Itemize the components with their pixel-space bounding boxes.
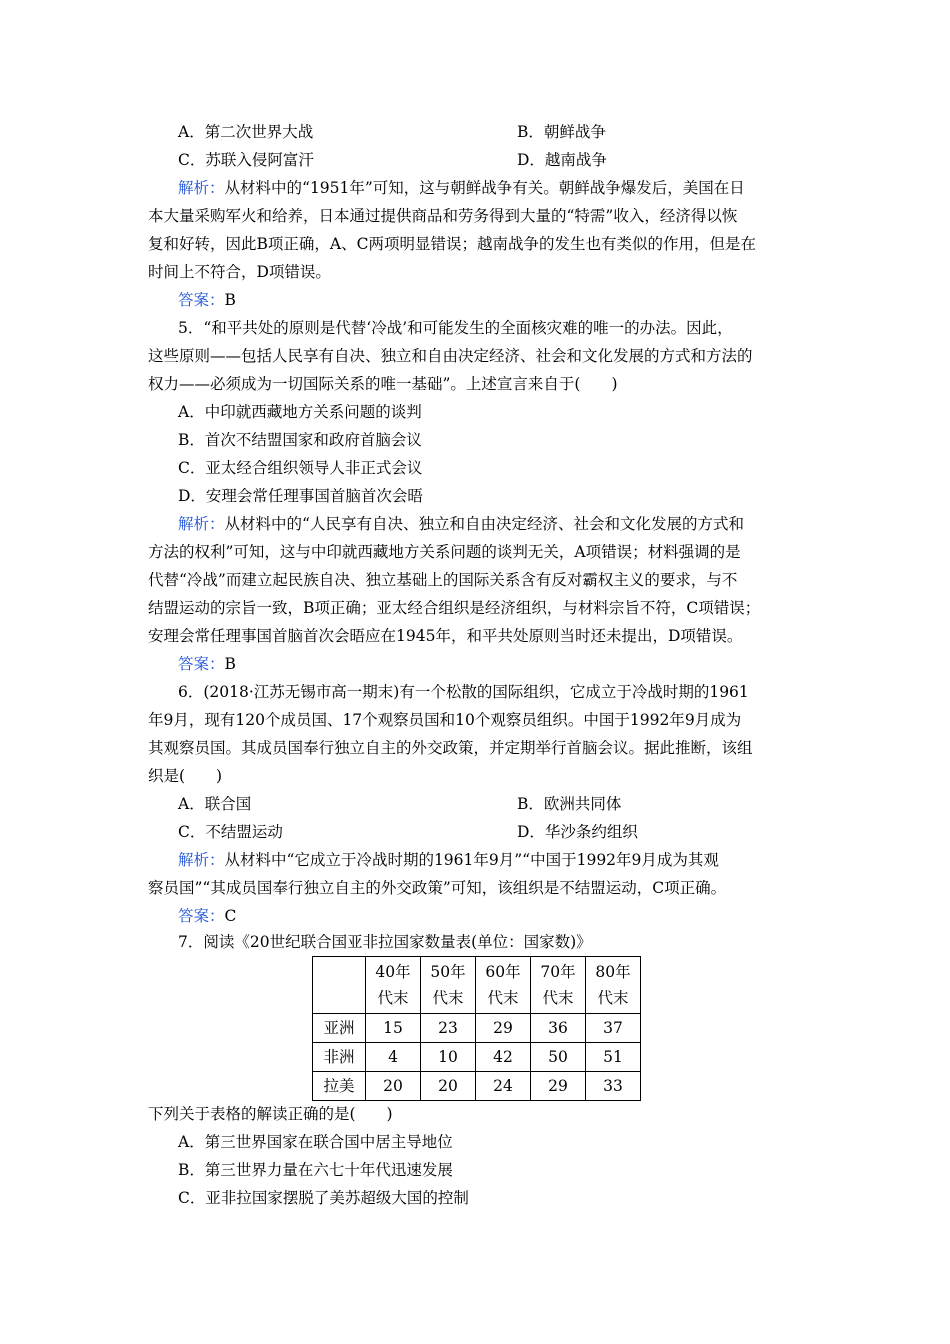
q6-answer-label: 答案：: [178, 907, 225, 925]
q7-option-c: C．亚非拉国家摆脱了美苏超级大国的控制: [178, 1189, 469, 1207]
q6-stem-line-2: 年9月，现有120个成员国、17个观察员国和10个观察员组织。中国于1992年9月成为: [148, 711, 742, 729]
q5-analysis-line-5: 安理会常任理事国首脑首次会晤应在1945年，和平共处原则当时还未提出，D项错误。: [148, 627, 743, 645]
q4-analysis-line-1: [178, 174, 745, 202]
table-row: [313, 1014, 641, 1043]
q5-option-b: B．首次不结盟国家和政府首脑会议: [178, 431, 422, 449]
q5-analysis-line-3: 代替“冷战”而建立起民族自决、独立基础上的国际关系含有反对霸权主义的要求，与不: [148, 571, 738, 589]
table-cell: 50: [531, 1043, 586, 1072]
q5-answer-value: B: [224, 655, 236, 673]
table-cell: 33: [586, 1072, 641, 1101]
q6-option-b: B．欧洲共同体: [517, 795, 622, 813]
table-cell: 42: [476, 1043, 531, 1072]
q5-stem-line-2: 这些原则——包括人民享有自决、独立和自由决定经济、社会和文化发展的方式和方法的: [148, 347, 753, 365]
q6-stem-line-1: 6．(2018·江苏无锡市高一期末)有一个松散的国际组织，它成立于冷战时期的1961: [178, 683, 749, 701]
q6-analysis-line-1: [178, 846, 719, 874]
q4-option-b: B．朝鲜战争: [517, 123, 606, 141]
table-row-label: 亚洲: [313, 1014, 366, 1043]
table-header-cell: 80年 代末: [586, 957, 641, 1014]
q6-stem-line-3: 其观察员国。其成员国奉行独立自主的外交政策，并定期举行首脑会议。据此推断，该组: [148, 739, 753, 757]
table-row: [313, 1043, 641, 1072]
q5-analysis-line-2: 方法的权利”可知，这与中印就西藏地方关系问题的谈判无关，A项错误；材料强调的是: [148, 543, 741, 561]
table-row: [313, 1072, 641, 1101]
table-cell: 4: [366, 1043, 421, 1072]
q7-question: 下列关于表格的解读正确的是( ): [148, 1105, 393, 1123]
q5-analysis-line-1: [178, 510, 744, 538]
q4-option-d: D．越南战争: [517, 151, 607, 169]
table-cell: 37: [586, 1014, 641, 1043]
q6-option-c: C．不结盟运动: [178, 823, 283, 841]
q5-option-a: A．中印就西藏地方关系问题的谈判: [178, 403, 422, 421]
q7-option-a: A．第三世界国家在联合国中居主导地位: [178, 1133, 453, 1151]
q5-analysis-line-4: 结盟运动的宗旨一致，B项正确；亚太经合组织是经济组织，与材料宗旨不符，C项错误；: [148, 599, 761, 617]
table-cell: 20: [366, 1072, 421, 1101]
table-cell: 51: [586, 1043, 641, 1072]
q7-option-b: B．第三世界力量在六七十年代迅速发展: [178, 1161, 453, 1179]
table-cell: 29: [476, 1014, 531, 1043]
table-row-label: 拉美: [313, 1072, 366, 1101]
q4-option-c: C．苏联入侵阿富汗: [178, 151, 314, 169]
table-header-cell: 40年 代末: [366, 957, 421, 1014]
q4-analysis-label: 解析：: [178, 179, 225, 197]
q4-answer-label: 答案：: [178, 291, 225, 309]
country-count-table: [312, 956, 641, 1101]
q5-analysis-label: 解析：: [178, 515, 225, 533]
q5-stem-line-3: 权力——必须成为一切国际关系的唯一基础”。上述宣言来自于( ): [148, 375, 618, 393]
table-cell: 24: [476, 1072, 531, 1101]
table-row-label: 非洲: [313, 1043, 366, 1072]
q4-answer-value: B: [224, 291, 236, 309]
q5-answer: [178, 650, 236, 678]
q5-option-d: D．安理会常任理事国首脑首次会晤: [178, 487, 423, 505]
table-corner-cell: [313, 957, 366, 1014]
table-header-row: [313, 957, 641, 1014]
q4-analysis-line-4: 时间上不符合，D项错误。: [148, 263, 331, 281]
q7-stem: 7．阅读《20世纪联合国亚非拉国家数量表(单位：国家数)》: [178, 933, 592, 951]
table-cell: 10: [421, 1043, 476, 1072]
q4-answer: [178, 286, 236, 314]
table-cell: 29: [531, 1072, 586, 1101]
q4-analysis-line-3: 复和好转，因此B项正确，A、C两项明显错误；越南战争的发生也有类似的作用，但是在: [148, 235, 756, 253]
q4-option-a: A．第二次世界大战: [178, 123, 314, 141]
table-cell: 15: [366, 1014, 421, 1043]
q5-stem-line-1: 5．“和平共处的原则是代替‘冷战’和可能发生的全面核灾难的唯一的办法。因此，: [178, 319, 733, 337]
q6-analysis-line-2: 察员国”“其成员国奉行独立自主的外交政策”可知，该组织是不结盟运动，C项正确。: [148, 879, 727, 897]
table-header-cell: 70年 代末: [531, 957, 586, 1014]
q6-answer-value: C: [224, 907, 237, 925]
q6-analysis-text-1: 从材料中“它成立于冷战时期的1961年9月”“中国于1992年9月成为其观: [224, 851, 719, 869]
table-header-cell: 60年 代末: [476, 957, 531, 1014]
q6-answer: [178, 902, 236, 930]
table-cell: 36: [531, 1014, 586, 1043]
q6-option-a: A．联合国: [178, 795, 252, 813]
q6-option-d: D．华沙条约组织: [517, 823, 638, 841]
q5-option-c: C．亚太经合组织领导人非正式会议: [178, 459, 423, 477]
q6-analysis-label: 解析：: [178, 851, 225, 869]
q5-analysis-text-1: 从材料中的“人民享有自决、独立和自由决定经济、社会和文化发展的方式和: [224, 515, 744, 533]
q4-analysis-line-2: 本大量采购军火和给养，日本通过提供商品和劳务得到大量的“特需”收入，经济得以恢: [148, 207, 738, 225]
table-cell: 23: [421, 1014, 476, 1043]
q4-analysis-text-1: 从材料中的“1951年”可知，这与朝鲜战争有关。朝鲜战争爆发后，美国在日: [224, 179, 745, 197]
table-cell: 20: [421, 1072, 476, 1101]
table-header-cell: 50年 代末: [421, 957, 476, 1014]
q6-stem-line-4: 织是( ): [148, 767, 223, 785]
q5-answer-label: 答案：: [178, 655, 225, 673]
